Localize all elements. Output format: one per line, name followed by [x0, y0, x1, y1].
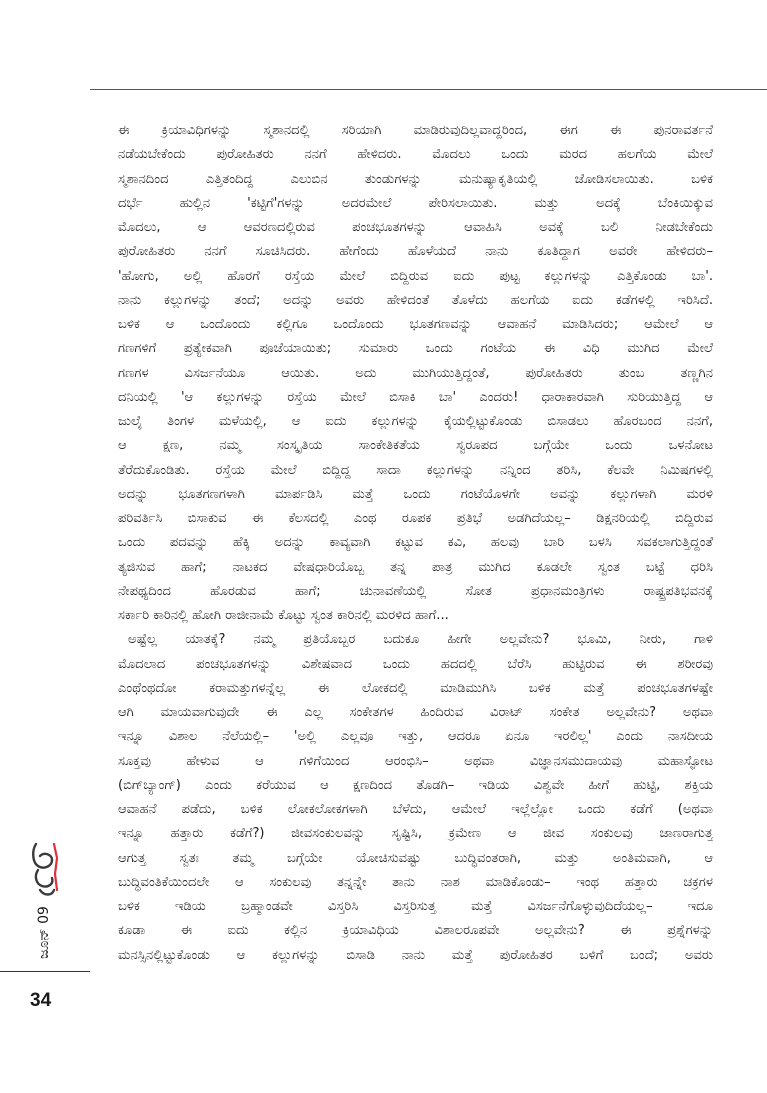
text-line: ಗಣಗಳ ವಿಸರ್ಜನೆಯೂ ಆಯಿತು. ಅದು ಮುಗಿಯುತ್ತಿದ್ದಂತೆ, ಪುರೋಹಿತರು ತುಂಬ ತಣ್ಣಗಿನ — [118, 365, 713, 381]
text-line: ಅದನ್ನು ಭೂತಗಣಗಳಾಗಿ ಮಾರ್ಪಡಿಸಿ ಮತ್ತೆ ಒಂದು ಗಂಟೆಯೊಳಗೇ ಅವನ್ನು ಕಲ್ಲುಗಳಾಗಿ ಮರಳಿ — [118, 486, 713, 502]
header-rule — [90, 89, 767, 90]
text-line: ಆ ಕ್ಷಣ, ನಮ್ಮ ಸಂಸ್ಕೃತಿಯ ಸಾಂಕೇತಿಕತೆಯ ಸ್ವರೂಪದ ಬಗ್ಗೆಯೇ ಒಂದು ಒಳನೋಟ — [118, 438, 713, 454]
text-line: ಒಂದು ಪದವನ್ನು ಹೆಕ್ಕಿ ಅದನ್ನು ಕಾವ್ಯವಾಗಿ ಕಟ್ಟುವ ಕವಿ, ಹಲವು ಬಾರಿ ಬಳಸಿ ಸವಕಲಾಗುತ್ತಿದ್ದಂತೆ — [118, 535, 713, 551]
text-line: ಇನ್ನೂ ವಿಶಾಲ ನೆಲೆಯಲ್ಲಿ– 'ಅಲ್ಲಿ ಎಲ್ಲವೂ ಇತ್ತು, ಆದರೂ ಏನೂ ಇರಲಿಲ್ಲ' ಎಂದು ನಾಸದೀಯ — [118, 729, 713, 745]
text-line: ದರ್ಭೆ ಹುಲ್ಲಿನ 'ಕಟ್ಟಿಗೆ'ಗಳನ್ನು ಅದರಮೇಲೆ ಪೇರಿಸಲಾಯಿತು. ಮತ್ತು ಅದಕ್ಕೆ ಬೆಂಕಿಯಿಕ್ಕುವ — [118, 195, 713, 211]
text-line: ಮನಸ್ಸಿನಲ್ಲಿಟ್ಟುಕೊಂಡು ಆ ಕಲ್ಲುಗಳನ್ನು ಬಿಸಾಡಿ ನಾನು ಮತ್ತೆ ಪುರೋಹಿತರ ಬಳಿಗೆ ಬಂದೆ; ಅವರು — [118, 947, 713, 963]
text-line: ಇನ್ನೂ ಹತ್ತಾರು ಕಡೆಗೆ?) ಜೀವಸಂಕುಲವನ್ನು ಸೃಷ್ಟಿಸಿ, ಕ್ರಮೇಣ ಆ ಜೀವ ಸಂಕುಲವು ಜಾಣರಾಗುತ್ತ — [118, 826, 713, 842]
text-line: ಆಗುತ್ತ ಸ್ವತಃ ತಮ್ಮ ಬಗ್ಗೆಯೇ ಯೋಚಿಸುವಷ್ಟು ಬುದ್ಧಿವಂತರಾಗಿ, ಮತ್ತು ಅಂತಿಮವಾಗಿ, ಆ — [118, 850, 713, 866]
article-body — [118, 119, 713, 968]
text-line: ಮೊದಲು, ಆ ಆವರಣದಲ್ಲಿರುವ ಪಂಚಭೂತಗಳನ್ನು ಆವಾಹಿಸಿ ಅವಕ್ಕೆ ಬಲಿ ನೀಡಬೇಕೆಂದು — [118, 220, 713, 235]
text-line: ಪುರೋಹಿತರು ನನಗೆ ಸೂಚಿಸಿದರು. ಹೇಗೆಂದು ಹೊಳೆಯದೆ ನಾನು ಕೂತಿದ್ದಾಗ ಅವರೇ ಹೇಳಿದರು– — [118, 244, 713, 260]
text-line: ತೆರೆದುಕೊಂಡಿತು. ರಸ್ತೆಯ ಮೇಲೆ ಬಿದ್ದಿದ್ದ ಸಾದಾ ಕಲ್ಲುಗಳನ್ನು ನನ್ನಿಂದ ತರಿಸಿ, ಕೆಲವೇ ನಿಮಿಷಗಳಲ್ಲಿ — [118, 462, 713, 478]
text-line: ಪರಿವರ್ತಿಸಿ ಬಿಸಾಕುವ ಈ ಕೆಲಸದಲ್ಲಿ ಎಂಥ ರೂಪಕ ಪ್ರತಿಭೆ ಅಡಗಿದೆಯಲ್ಲ– ಡಿಕ್ಷನರಿಯಲ್ಲಿ ಬಿದ್ದಿರುವ — [118, 511, 713, 526]
text-line: ಬಳಿಕ ಆ ಒಂದೊಂದು ಕಲ್ಲಿಗೂ ಒಂದೊಂದು ಭೂತಗಣವನ್ನು ಆವಾಹನೆ ಮಾಡಿಸಿದರು; ಆಮೇಲೆ ಆ — [118, 317, 713, 332]
text-line: ಅಷ್ಟೆಲ್ಲ ಯಾತಕ್ಕೆ? ನಮ್ಮ ಪ್ರತಿಯೊಬ್ಬರ ಬದುಕೂ ಹೀಗೇ ಅಲ್ಲವೇನು? ಭೂಮಿ, ನೀರು, ಗಾಳಿ — [128, 632, 713, 648]
footer-rule — [0, 971, 90, 972]
text-line: ನೇಪಥ್ಯದಿಂದ ಹೊರಡುವ ಹಾಗೆ; ಚುನಾವಣೆಯಲ್ಲಿ ಸೋತ ಪ್ರಧಾನಮಂತ್ರಿಗಳು ರಾಷ್ಟ್ರಪತಿಭವನಕ್ಕೆ — [118, 583, 713, 599]
issue-label: ಜೂನ್ 09 — [36, 906, 52, 959]
text-line: ಗಣಗಳಿಗೆ ಪ್ರತ್ಯೇಕವಾಗಿ ಪೂಜೆಯಾಯಿತು; ಸುಮಾರು ಒಂದು ಗಂಟೆಯ ಈ ವಿಧಿ ಮುಗಿದ ಮೇಲೆ — [118, 341, 713, 357]
text-line: ಕೂಡಾ ಈ ಐದು ಕಲ್ಲಿನ ಕ್ರಿಯಾವಿಧಿಯ ವಿಶಾಲರೂಪವೇ ಅಲ್ಲವೇನು? ಈ ಪ್ರಶ್ನೆಗಳನ್ನು — [118, 923, 713, 939]
text-line: ಜುಲೈ ತಿಂಗಳ ಮಳೆಯಲ್ಲಿ, ಆ ಐದು ಕಲ್ಲುಗಳನ್ನು ಕೈಯಲ್ಲಿಟ್ಟುಕೊಂಡು ಬಿಸಾಡಲು ಹೊರಬಂದ ನನಗೆ, — [118, 414, 713, 429]
text-line: ಬಳಿಕ ಇಡಿಯ ಬ್ರಹ್ಮಾಂಡವೇ ವಿಸ್ತರಿಸಿ ವಿಸ್ತರಿಸುತ್ತ ಮತ್ತೆ ವಿಸರ್ಜನೆಗೊಳ್ಳುವುದಿದೆಯಲ್ಲ– ಇದೂ — [118, 899, 713, 914]
text-line: ತ್ಯಜಿಸುವ ಹಾಗೆ; ನಾಟಕದ ವೇಷಧಾರಿಯೊಬ್ಬ ತನ್ನ ಪಾತ್ರ ಮುಗಿದ ಕೂಡಲೇ ಸ್ವಂತ ಬಟ್ಟೆ ಧರಿಸಿ — [118, 559, 713, 575]
page-number: 34 — [30, 990, 52, 1011]
text-line: ನಾನು ಕಲ್ಲುಗಳನ್ನು ತಂದೆ; ಅದನ್ನು ಅವರು ಹೇಳಿದಂತೆ ತೊಳೆದು ಹಲಗೆಯ ಐದು ಕಡೆಗಳಲ್ಲಿ ಇರಿಸಿದೆ. — [118, 292, 713, 308]
text-line: ಸೂಕ್ತವು ಹೇಳುವ ಆ ಗಳಿಗೆಯಿಂದ ಆರಂಭಿಸಿ– ಅಥವಾ ವಿಜ್ಞಾನಸಮುದಾಯವು ಮಹಾಸ್ಫೋಟ — [118, 753, 713, 769]
text-line: ಆವಾಹನೆ ಪಡೆದು, ಬಳಿಕ ಲೋಕಲೋಕಗಳಾಗಿ ಬೆಳೆದು, ಆಮೇಲೆ ಇಲ್ಲೆಲ್ಲೋ ಒಂದು ಕಡೆಗೆ (ಅಥವಾ — [118, 802, 713, 817]
text-line: (ಬಿಗ್‌ಬ್ಯಾಂಗ್) ಎಂದು ಕರೆಯುವ ಆ ಕ್ಷಣದಿಂದ ತೊಡಗಿ– ಇಡಿಯ ವಿಶ್ವವೇ ಹೀಗೆ ಹುಟ್ಟಿ, ಶಕ್ತಿಯ — [118, 777, 713, 793]
text-line: ದನಿಯಲ್ಲಿ 'ಆ ಕಲ್ಲುಗಳನ್ನು ರಸ್ತೆಯ ಮೇಲೆ ಬಿಸಾಕಿ ಬಾ' ಎಂದರು! ಧಾರಾಕಾರವಾಗಿ ಸುರಿಯುತ್ತಿದ್ದ ಆ — [118, 389, 713, 405]
text-line: ಬುದ್ಧಿವಂತಿಕೆಯಿಂದಲೇ ಆ ಸಂಕುಲವು ತನ್ನನ್ನೇ ತಾನು ನಾಶ ಮಾಡಿಕೊಂಡು– ಇಂಥ ಹತ್ತಾರು ಚಕ್ರಗಳ — [118, 874, 713, 890]
text-line: ಈ ಕ್ರಿಯಾವಿಧಿಗಳನ್ನು ಸ್ಮಶಾನದಲ್ಲಿ ಸರಿಯಾಗಿ ಮಾಡಿರುವುದಿಲ್ಲವಾದ್ದರಿಂದ, ಈಗ ಈ ಪುನರಾವರ್ತನೆ — [118, 123, 713, 138]
text-line: ಮೊದಲಾದ ಪಂಚಭೂತಗಳನ್ನು ವಿಶೇಷವಾದ ಒಂದು ಹದದಲ್ಲಿ ಬೆರೆಸಿ ಹುಟ್ಟಿರುವ ಈ ಶರೀರವು — [118, 656, 713, 672]
magazine-masthead — [30, 840, 60, 900]
text-line: ಎಂಥೆಂಥದೋ ಕರಾಮತ್ತುಗಳನ್ನೆಲ್ಲ ಈ ಲೋಕದಲ್ಲಿ ಮಾಡಿಮುಗಿಸಿ ಬಳಿಕ ಮತ್ತೆ ಪಂಚಭೂತಗಳಷ್ಟೇ — [118, 680, 713, 696]
text-line: ಆಗಿ ಮಾಯವಾಗುವುದೇ ಈ ಎಲ್ಲ ಸಂಕೇತಗಳ ಹಿಂದಿರುವ ವಿರಾಟ್ ಸಂಕೇತ ಅಲ್ಲವೇನು? ಅಥವಾ — [118, 705, 713, 720]
text-line: 'ಹೋಗು, ಅಲ್ಲಿ ಹೊರಗೆ ರಸ್ತೆಯ ಮೇಲೆ ಬಿದ್ದಿರುವ ಐದು ಪುಟ್ಟ ಕಲ್ಲುಗಳನ್ನು ಎತ್ತಿಕೊಂಡು ಬಾ'. — [118, 268, 713, 284]
text-line: ಸ್ಮಶಾನದಿಂದ ಎತ್ತಿತಂದಿದ್ದ ಎಲುಬಿನ ತುಂಡುಗಳನ್ನು ಮನುಷ್ಯಾಕೃತಿಯಲ್ಲಿ ಜೋಡಿಸಲಾಯಿತು. ಬಳಿಕ — [118, 171, 713, 187]
text-line: ಸರ್ಕಾರಿ ಕಾರಿನಲ್ಲಿ ಹೋಗಿ ರಾಜೀನಾಮೆ ಕೊಟ್ಟು ಸ್ವಂತ ಕಾರಿನಲ್ಲಿ ಮರಳಿದ ಹಾಗೆ... — [118, 608, 449, 623]
text-line: ನಡೆಯಬೇಕೆಂದು ಪುರೋಹಿತರು ನನಗೆ ಹೇಳಿದರು. ಮೊದಲು ಒಂದು ಮರದ ಹಲಗೆಯ ಮೇಲೆ — [118, 147, 713, 163]
